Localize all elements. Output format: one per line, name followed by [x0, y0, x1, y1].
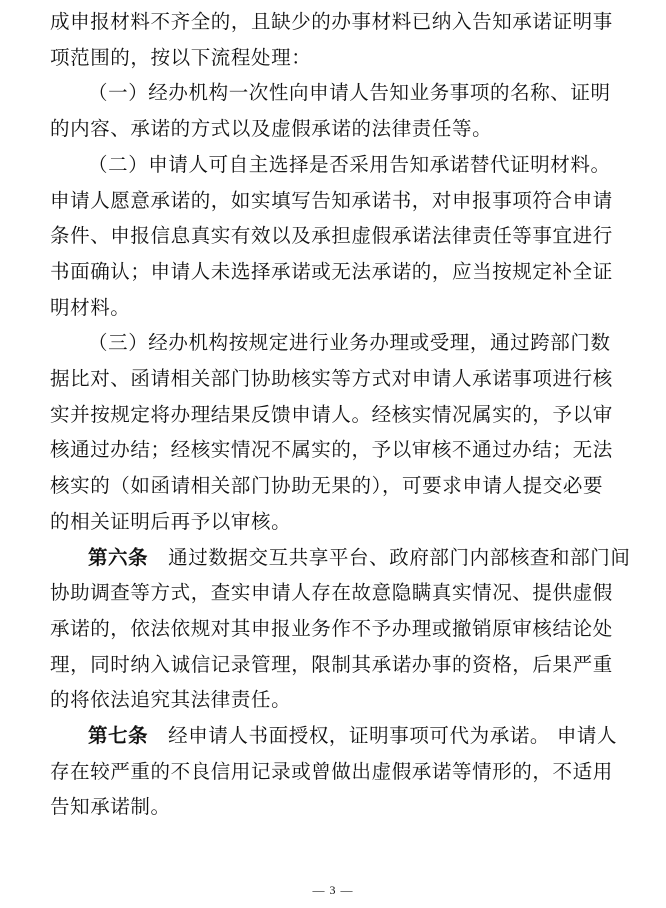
text-line [50, 540, 631, 576]
paragraph-step-one [50, 75, 628, 146]
article-six-title: 第六条 [88, 545, 149, 569]
text-line: （三）经办机构按规定进行业务办理或受理，通过跨部门数 [88, 331, 611, 355]
paragraph-step-two [50, 147, 628, 326]
text-line: 申请人愿意承诺的，如实填写告知承诺书，对申报事项符合申请 [50, 188, 613, 212]
text-line: 的将依法追究其法律责任。 [50, 688, 292, 712]
text-line: 承诺的，依法依规对其申报业务作不予办理或撤销原审核结论处 [50, 616, 613, 640]
text-line: 据比对、函请相关部门协助核实等方式对申请人承诺事项进行核 [50, 367, 613, 391]
text-line: 书面确认；申请人未选择承诺或无法承诺的，应当按规定补全证 [50, 259, 613, 283]
text-line: 项范围的，按以下流程处理： [50, 45, 312, 69]
text-line: 理，同时纳入诚信记录管理，限制其承诺办事的资格，后果严重 [50, 652, 613, 676]
article-six [50, 540, 631, 719]
page-number: — 3 — [312, 883, 354, 897]
text-line: 实并按规定将办理结果反馈申请人。经核实情况属实的，予以审 [50, 402, 613, 426]
text-line: （二）申请人可自主选择是否采用告知承诺替代证明材料。 [88, 152, 611, 176]
document-body [50, 4, 631, 825]
text-line: 的内容、承诺的方式以及虚假承诺的法律责任等。 [50, 117, 493, 141]
text-line: 明材料。 [50, 295, 131, 319]
text-line: 核实的（如函请相关部门协助无果的），可要求申请人提交必要 [50, 474, 604, 498]
article-seven-text: 经申请人书面授权，证明事项可代为承诺。 申请人 [168, 724, 618, 748]
text-line: 存在较严重的不良信用记录或曾做出虚假承诺等情形的，不适用 [50, 759, 613, 783]
article-seven-title: 第七条 [88, 724, 149, 748]
text-line: 的相关证明后再予以审核。 [50, 509, 292, 533]
text-line: （一）经办机构一次性向申请人告知业务事项的名称、证明 [88, 81, 611, 105]
paragraph-continuation [50, 4, 628, 75]
paragraph-step-three [50, 325, 628, 539]
text-line: 核通过办结；经核实情况不属实的，予以审核不通过办结；无法 [50, 438, 613, 462]
article-six-text: 通过数据交互共享平台、政府部门内部核查和部门间 [168, 545, 631, 569]
text-line: 条件、申报信息真实有效以及承担虚假承诺法律责任等事宜进行 [50, 224, 613, 248]
text-line: 告知承诺制。 [50, 795, 171, 819]
text-line: 协助调查等方式，查实申请人存在故意隐瞒真实情况、提供虚假 [50, 581, 613, 605]
text-line [50, 718, 628, 754]
article-seven [50, 718, 628, 825]
text-line: 成申报材料不齐全的，且缺少的办事材料已纳入告知承诺证明事 [50, 10, 613, 33]
